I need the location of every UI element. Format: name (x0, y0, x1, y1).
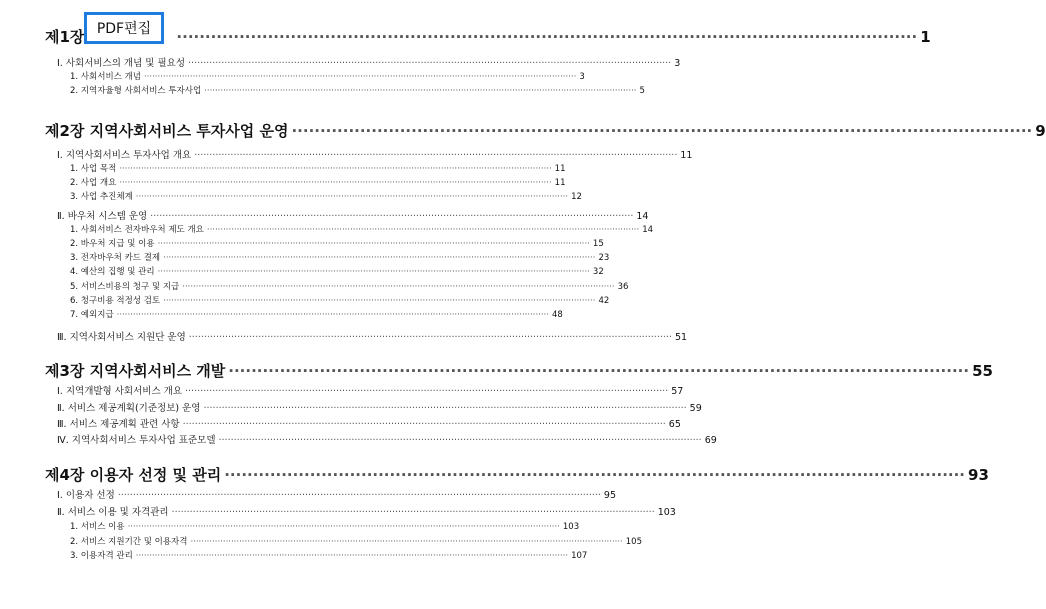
chapter-3-page: 55 (972, 362, 993, 380)
toc-entry[interactable] (57, 55, 681, 69)
entry-label: Ⅲ. 지역사회서비스 지원단 운영 (57, 332, 186, 343)
entry-label: Ⅱ. 바우처 시스템 운영 (57, 211, 148, 222)
entry-label: Ⅳ. 지역사회서비스 투자사업 표준모델 (57, 435, 216, 446)
dot-leader: ································································································································································ (163, 296, 596, 306)
entry-label: Ⅰ. 이용자 선정 (57, 490, 115, 501)
dot-leader: ·································································································································· (228, 362, 970, 380)
pdf-edit-label: PDF편집 (96, 21, 152, 37)
chapter-3-title: 제3장 지역사회서비스 개발 (45, 362, 226, 380)
entry-page: 107 (571, 551, 588, 561)
toc-chapter-2[interactable] (45, 120, 1046, 141)
dot-leader: ································································································································································ (203, 403, 687, 414)
dot-leader: ································································································································································ (171, 507, 655, 518)
dot-leader: ································································································································································ (157, 267, 590, 277)
entry-label: Ⅱ. 서비스 이용 및 자격관리 (57, 507, 169, 518)
entry-page: 5 (639, 86, 645, 96)
toc-entry[interactable] (57, 487, 617, 501)
pdf-edit-button[interactable] (84, 12, 164, 44)
entry-page: 59 (689, 403, 702, 414)
toc-entry[interactable] (70, 223, 654, 235)
chapter-2-title: 제2장 지역사회서비스 투자사업 운영 (45, 122, 289, 140)
entry-label: 3. 사업 추진체계 (70, 192, 133, 202)
dot-leader: ································································································································································ (127, 522, 560, 532)
entry-label: 3. 이용자격 관리 (70, 551, 133, 561)
entry-page: 103 (562, 522, 580, 532)
toc-entry[interactable] (57, 208, 649, 222)
entry-page: 36 (617, 282, 629, 292)
dot-leader: ································································································································································ (119, 164, 552, 174)
entry-label: 2. 사업 개요 (70, 178, 117, 188)
entry-label: Ⅲ. 서비스 제공계획 관련 사항 (57, 419, 180, 430)
entry-page: 103 (657, 507, 676, 518)
dot-leader: ································································································································································ (218, 435, 702, 446)
entry-label: 2. 서비스 지원기간 및 이용자격 (70, 537, 188, 547)
chapter-4-title: 제4장 이용자 선정 및 관리 (45, 466, 222, 484)
toc-entry[interactable] (70, 237, 604, 249)
entry-page: 51 (674, 332, 688, 343)
toc-entry[interactable] (70, 70, 585, 82)
toc-entry[interactable] (70, 520, 580, 532)
entry-label: Ⅰ. 사회서비스의 개념 및 필요성 (57, 58, 186, 69)
dot-leader: ·································································································································· (176, 28, 918, 46)
toc-entry[interactable] (70, 280, 629, 292)
dot-leader: ································································································································································ (135, 551, 569, 561)
toc-entry[interactable] (70, 549, 588, 561)
toc-entry[interactable] (57, 504, 676, 518)
dot-leader: ································································································································································ (150, 211, 634, 222)
dot-leader: ·································································································································· (291, 122, 1033, 140)
dot-leader: ································································································································································ (116, 310, 549, 320)
entry-page: 42 (598, 296, 610, 306)
toc-entry[interactable] (70, 535, 642, 547)
dot-leader: ································································································································································ (188, 332, 672, 343)
dot-leader: ································································································································································ (163, 253, 596, 263)
entry-page: 15 (592, 239, 604, 249)
toc-entry[interactable] (57, 432, 717, 446)
toc-entry[interactable] (57, 147, 693, 161)
entry-page: 14 (642, 225, 654, 235)
toc-chapter-3[interactable] (45, 360, 993, 381)
entry-page: 11 (554, 164, 566, 174)
dot-leader: ································································································································································ (135, 192, 569, 202)
dot-leader: ································································································································································ (190, 537, 623, 547)
chapter-4-page: 93 (968, 466, 989, 484)
entry-page: 12 (571, 192, 582, 202)
toc-entry[interactable] (57, 329, 688, 343)
dot-leader: ································································································································································ (206, 225, 640, 235)
entry-page: 23 (598, 253, 610, 263)
dot-leader: ································································································································································ (194, 150, 678, 161)
toc-entry[interactable] (57, 416, 681, 430)
entry-page: 3 (674, 58, 681, 69)
entry-page: 14 (636, 211, 649, 222)
entry-label: 1. 서비스 이용 (70, 522, 125, 532)
entry-page: 57 (671, 386, 684, 397)
entry-page: 3 (579, 72, 585, 82)
dot-leader: ································································································································································ (117, 490, 601, 501)
dot-leader: ································································································································································ (185, 386, 669, 397)
entry-page: 48 (551, 310, 563, 320)
entry-label: 6. 청구비용 적정성 검토 (70, 296, 161, 306)
toc-entry[interactable] (70, 308, 563, 320)
entry-label: 3. 전자바우처 카드 결제 (70, 253, 161, 263)
entry-label: Ⅰ. 지역개발형 사회서비스 개요 (57, 386, 183, 397)
dot-leader: ································································································································································ (188, 58, 672, 69)
entry-label: 7. 예외지급 (70, 310, 114, 320)
entry-label: 4. 예산의 집행 및 관리 (70, 267, 155, 277)
dot-leader: ································································································································································ (182, 282, 615, 292)
dot-leader: ·································································································································· (224, 466, 966, 484)
entry-label: 1. 사회서비스 개념 (70, 72, 141, 82)
entry-label: 2. 바우처 지급 및 이용 (70, 239, 155, 249)
dot-leader: ································································································································································ (144, 72, 577, 82)
toc-entry[interactable] (70, 265, 604, 277)
chapter-1-prefix: 제1장 (45, 28, 85, 46)
toc-chapter-4[interactable] (45, 464, 989, 485)
entry-page: 11 (554, 178, 566, 188)
entry-page: 105 (625, 537, 642, 547)
entry-label: 5. 서비스비용의 청구 및 지급 (70, 282, 180, 292)
toc-entry[interactable] (57, 400, 702, 414)
toc-entry[interactable] (70, 84, 645, 96)
toc-entry[interactable] (70, 176, 566, 188)
entry-page: 11 (680, 150, 693, 161)
entry-label: Ⅱ. 서비스 제공계획(기준정보) 운영 (57, 403, 201, 414)
toc-entry[interactable] (70, 251, 610, 263)
entry-page: 95 (603, 490, 617, 501)
toc-entry[interactable] (70, 190, 582, 202)
toc-entry[interactable] (70, 294, 610, 306)
entry-label: 1. 사회서비스 전자바우처 제도 개요 (70, 225, 204, 235)
entry-page: 69 (704, 435, 717, 446)
entry-page: 32 (592, 267, 604, 277)
toc-entry[interactable] (57, 383, 684, 397)
dot-leader: ································································································································································ (119, 178, 552, 188)
entry-label: 1. 사업 목적 (70, 164, 117, 174)
entry-page: 65 (668, 419, 681, 430)
chapter-2-page: 9 (1035, 122, 1046, 140)
entry-label: 2. 지역자율형 사회서비스 투자사업 (70, 86, 202, 96)
entry-label: Ⅰ. 지역사회서비스 투자사업 개요 (57, 150, 192, 161)
dot-leader: ································································································································································ (204, 86, 637, 96)
dot-leader: ································································································································································ (182, 419, 666, 430)
dot-leader: ································································································································································ (157, 239, 590, 249)
chapter-1-page: 1 (920, 28, 931, 46)
toc-entry[interactable] (70, 162, 566, 174)
